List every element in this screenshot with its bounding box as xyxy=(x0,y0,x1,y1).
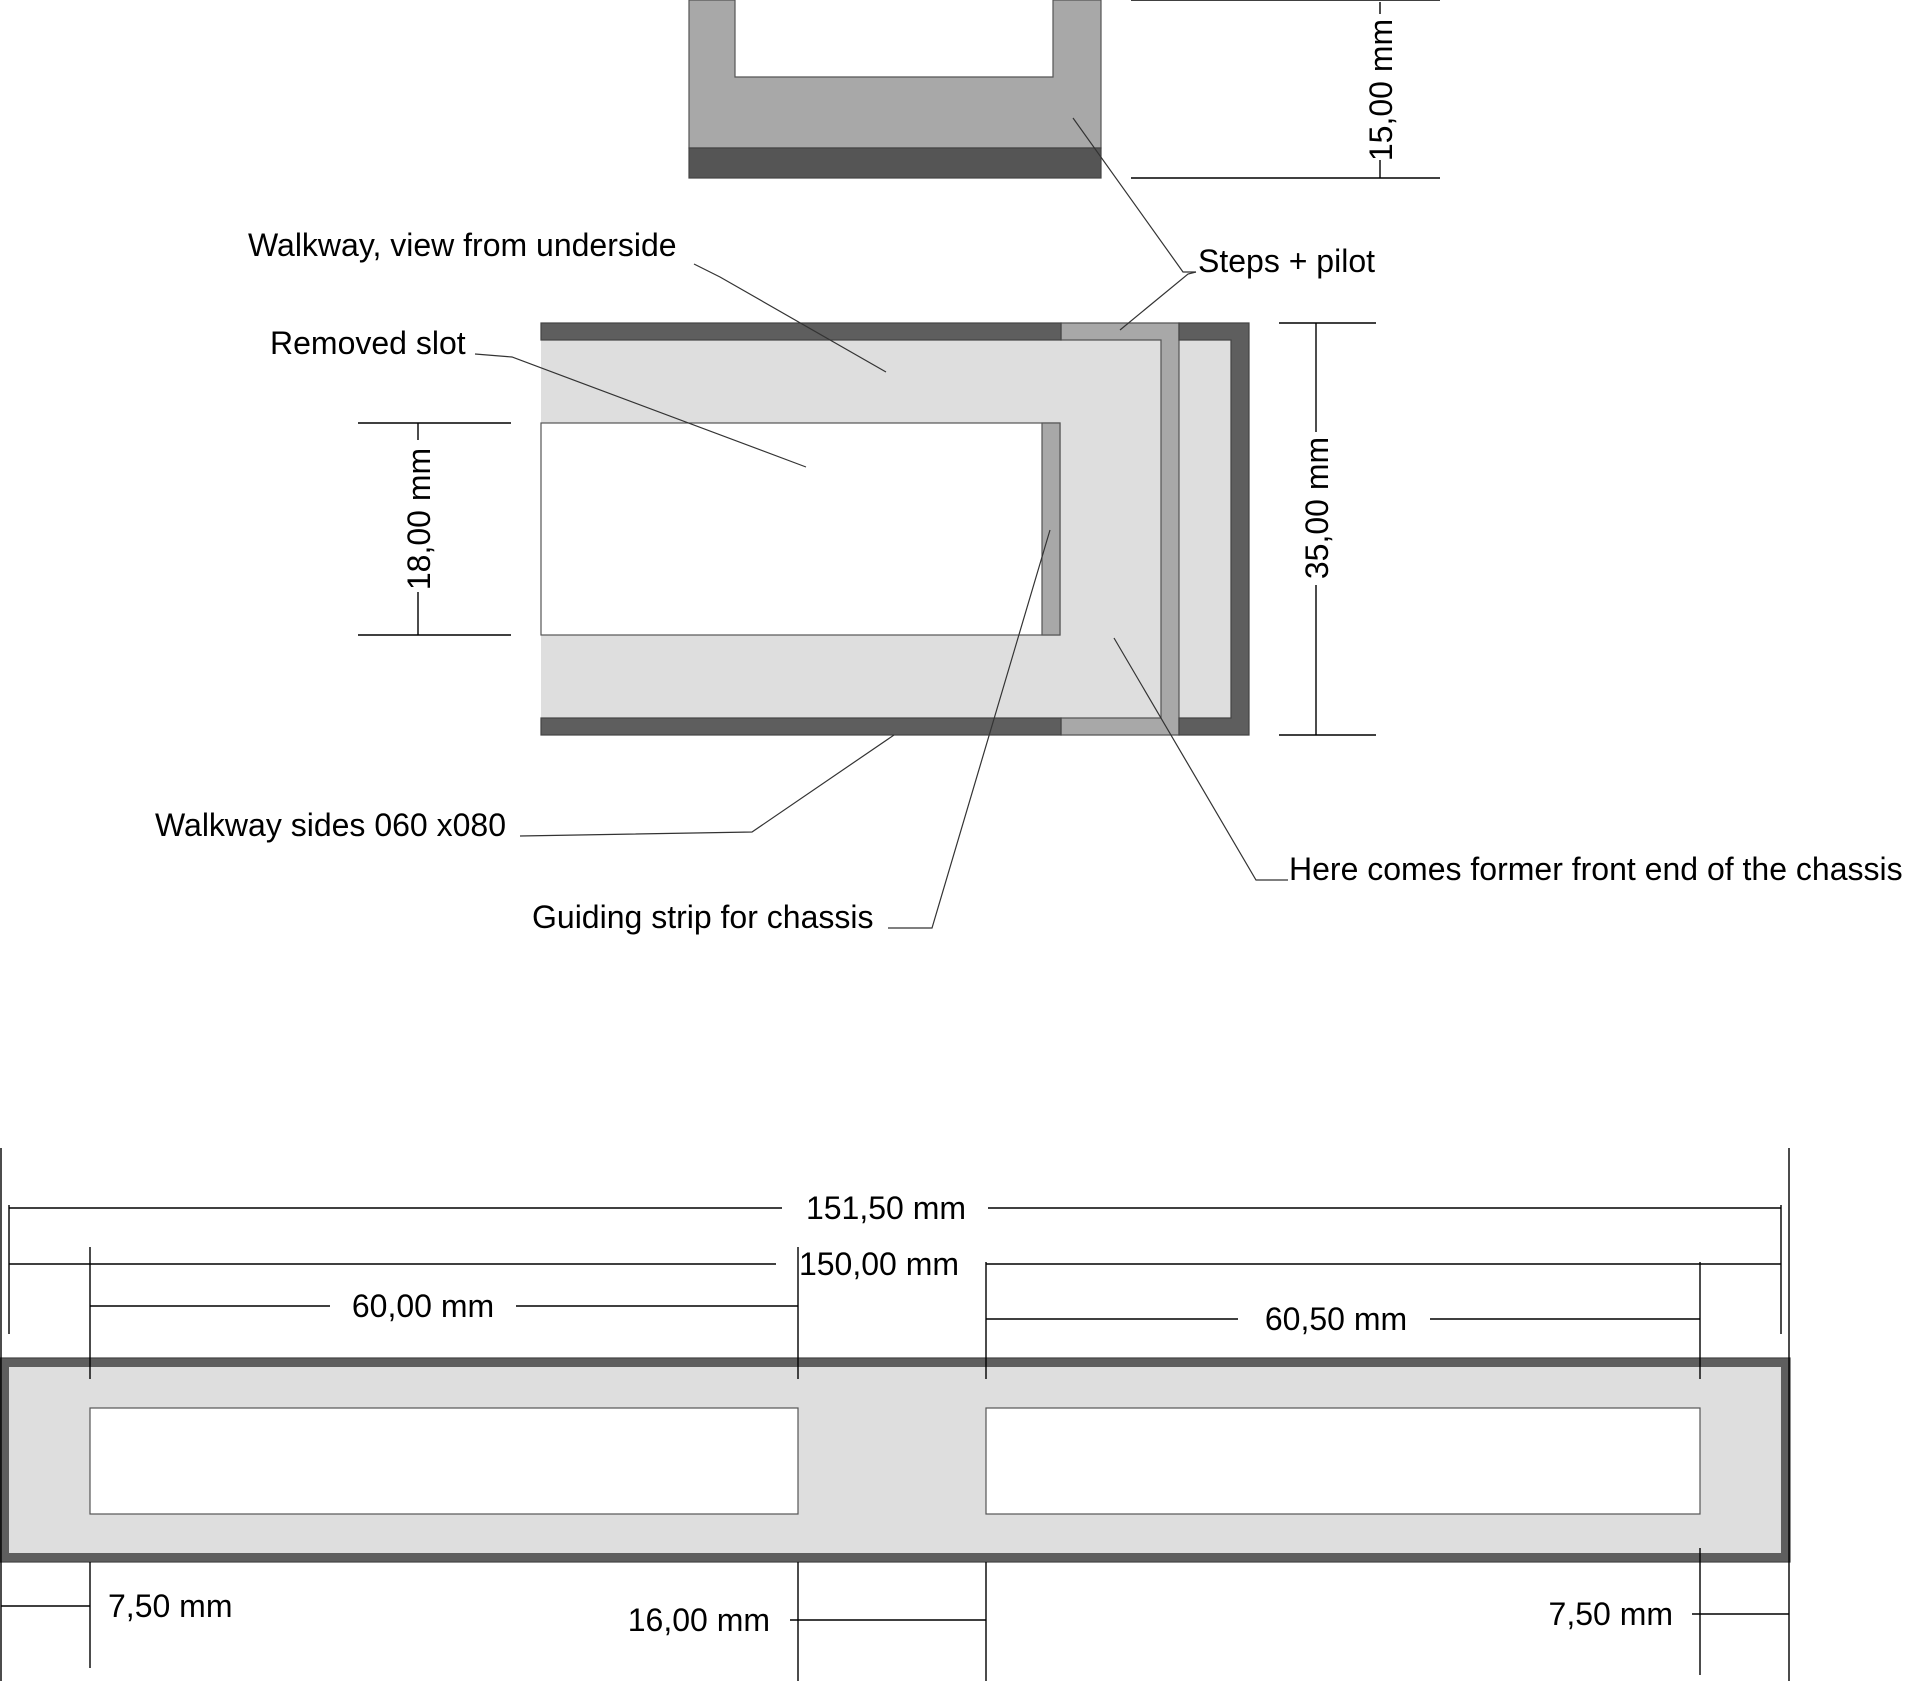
plan-right-slot xyxy=(986,1408,1700,1514)
dimension-overall-length xyxy=(9,1190,1781,1226)
label-walkway-view: Walkway, view from underside xyxy=(248,227,677,263)
steps-end-view xyxy=(689,0,1101,178)
walkway-plan-view xyxy=(0,1358,1790,1562)
steps-base-strip xyxy=(689,148,1101,178)
guiding-strip xyxy=(1042,423,1060,635)
dim-top-height-label: 15,00 mm xyxy=(1363,18,1399,162)
callout-steps-pilot xyxy=(1073,118,1375,330)
walkway-side-top xyxy=(541,323,1061,340)
dim-left-slot-label: 60,00 mm xyxy=(351,1288,495,1324)
dim-left-margin-label: 7,50 mm xyxy=(108,1588,233,1624)
label-walkway-sides: Walkway sides 060 x080 xyxy=(155,807,506,843)
dimension-top-height xyxy=(1131,0,1440,178)
dim-right-slot-label: 60,50 mm xyxy=(1264,1301,1408,1337)
dimension-right-slot xyxy=(986,1301,1700,1337)
walkway-right-section xyxy=(1177,340,1231,718)
label-front-end: Here comes former front end of the chassis xyxy=(1289,851,1903,887)
dimension-left-slot xyxy=(90,1288,798,1324)
dimension-right-margin xyxy=(1549,1596,1789,1632)
dim-right-margin-label: 7,50 mm xyxy=(1548,1596,1673,1632)
plan-left-slot xyxy=(90,1408,798,1514)
dim-overall-length-label: 151,50 mm xyxy=(805,1190,967,1226)
dim-middle-gap-label: 16,00 mm xyxy=(627,1602,770,1638)
dim-inner-length-label: 150,00 mm xyxy=(798,1246,960,1282)
dim-slot-width-label: 18,00 mm xyxy=(401,447,437,591)
removed-slot xyxy=(541,423,1060,635)
label-steps-pilot: Steps + pilot xyxy=(1198,243,1375,279)
walkway-side-bottom xyxy=(541,718,1061,735)
dim-walkway-width-label: 35,00 mm xyxy=(1299,436,1335,580)
label-guiding-strip: Guiding strip for chassis xyxy=(532,899,874,935)
dimension-walkway-width xyxy=(1279,323,1376,735)
callout-walkway-sides xyxy=(155,735,894,843)
dimension-left-margin xyxy=(1,1588,232,1624)
steps-profile xyxy=(689,0,1101,148)
label-removed-slot: Removed slot xyxy=(270,325,466,361)
dimension-middle-gap xyxy=(628,1602,986,1638)
dimension-slot-width xyxy=(358,423,511,635)
walkway-underside-view xyxy=(541,323,1249,735)
dimension-inner-length xyxy=(9,1246,1781,1282)
